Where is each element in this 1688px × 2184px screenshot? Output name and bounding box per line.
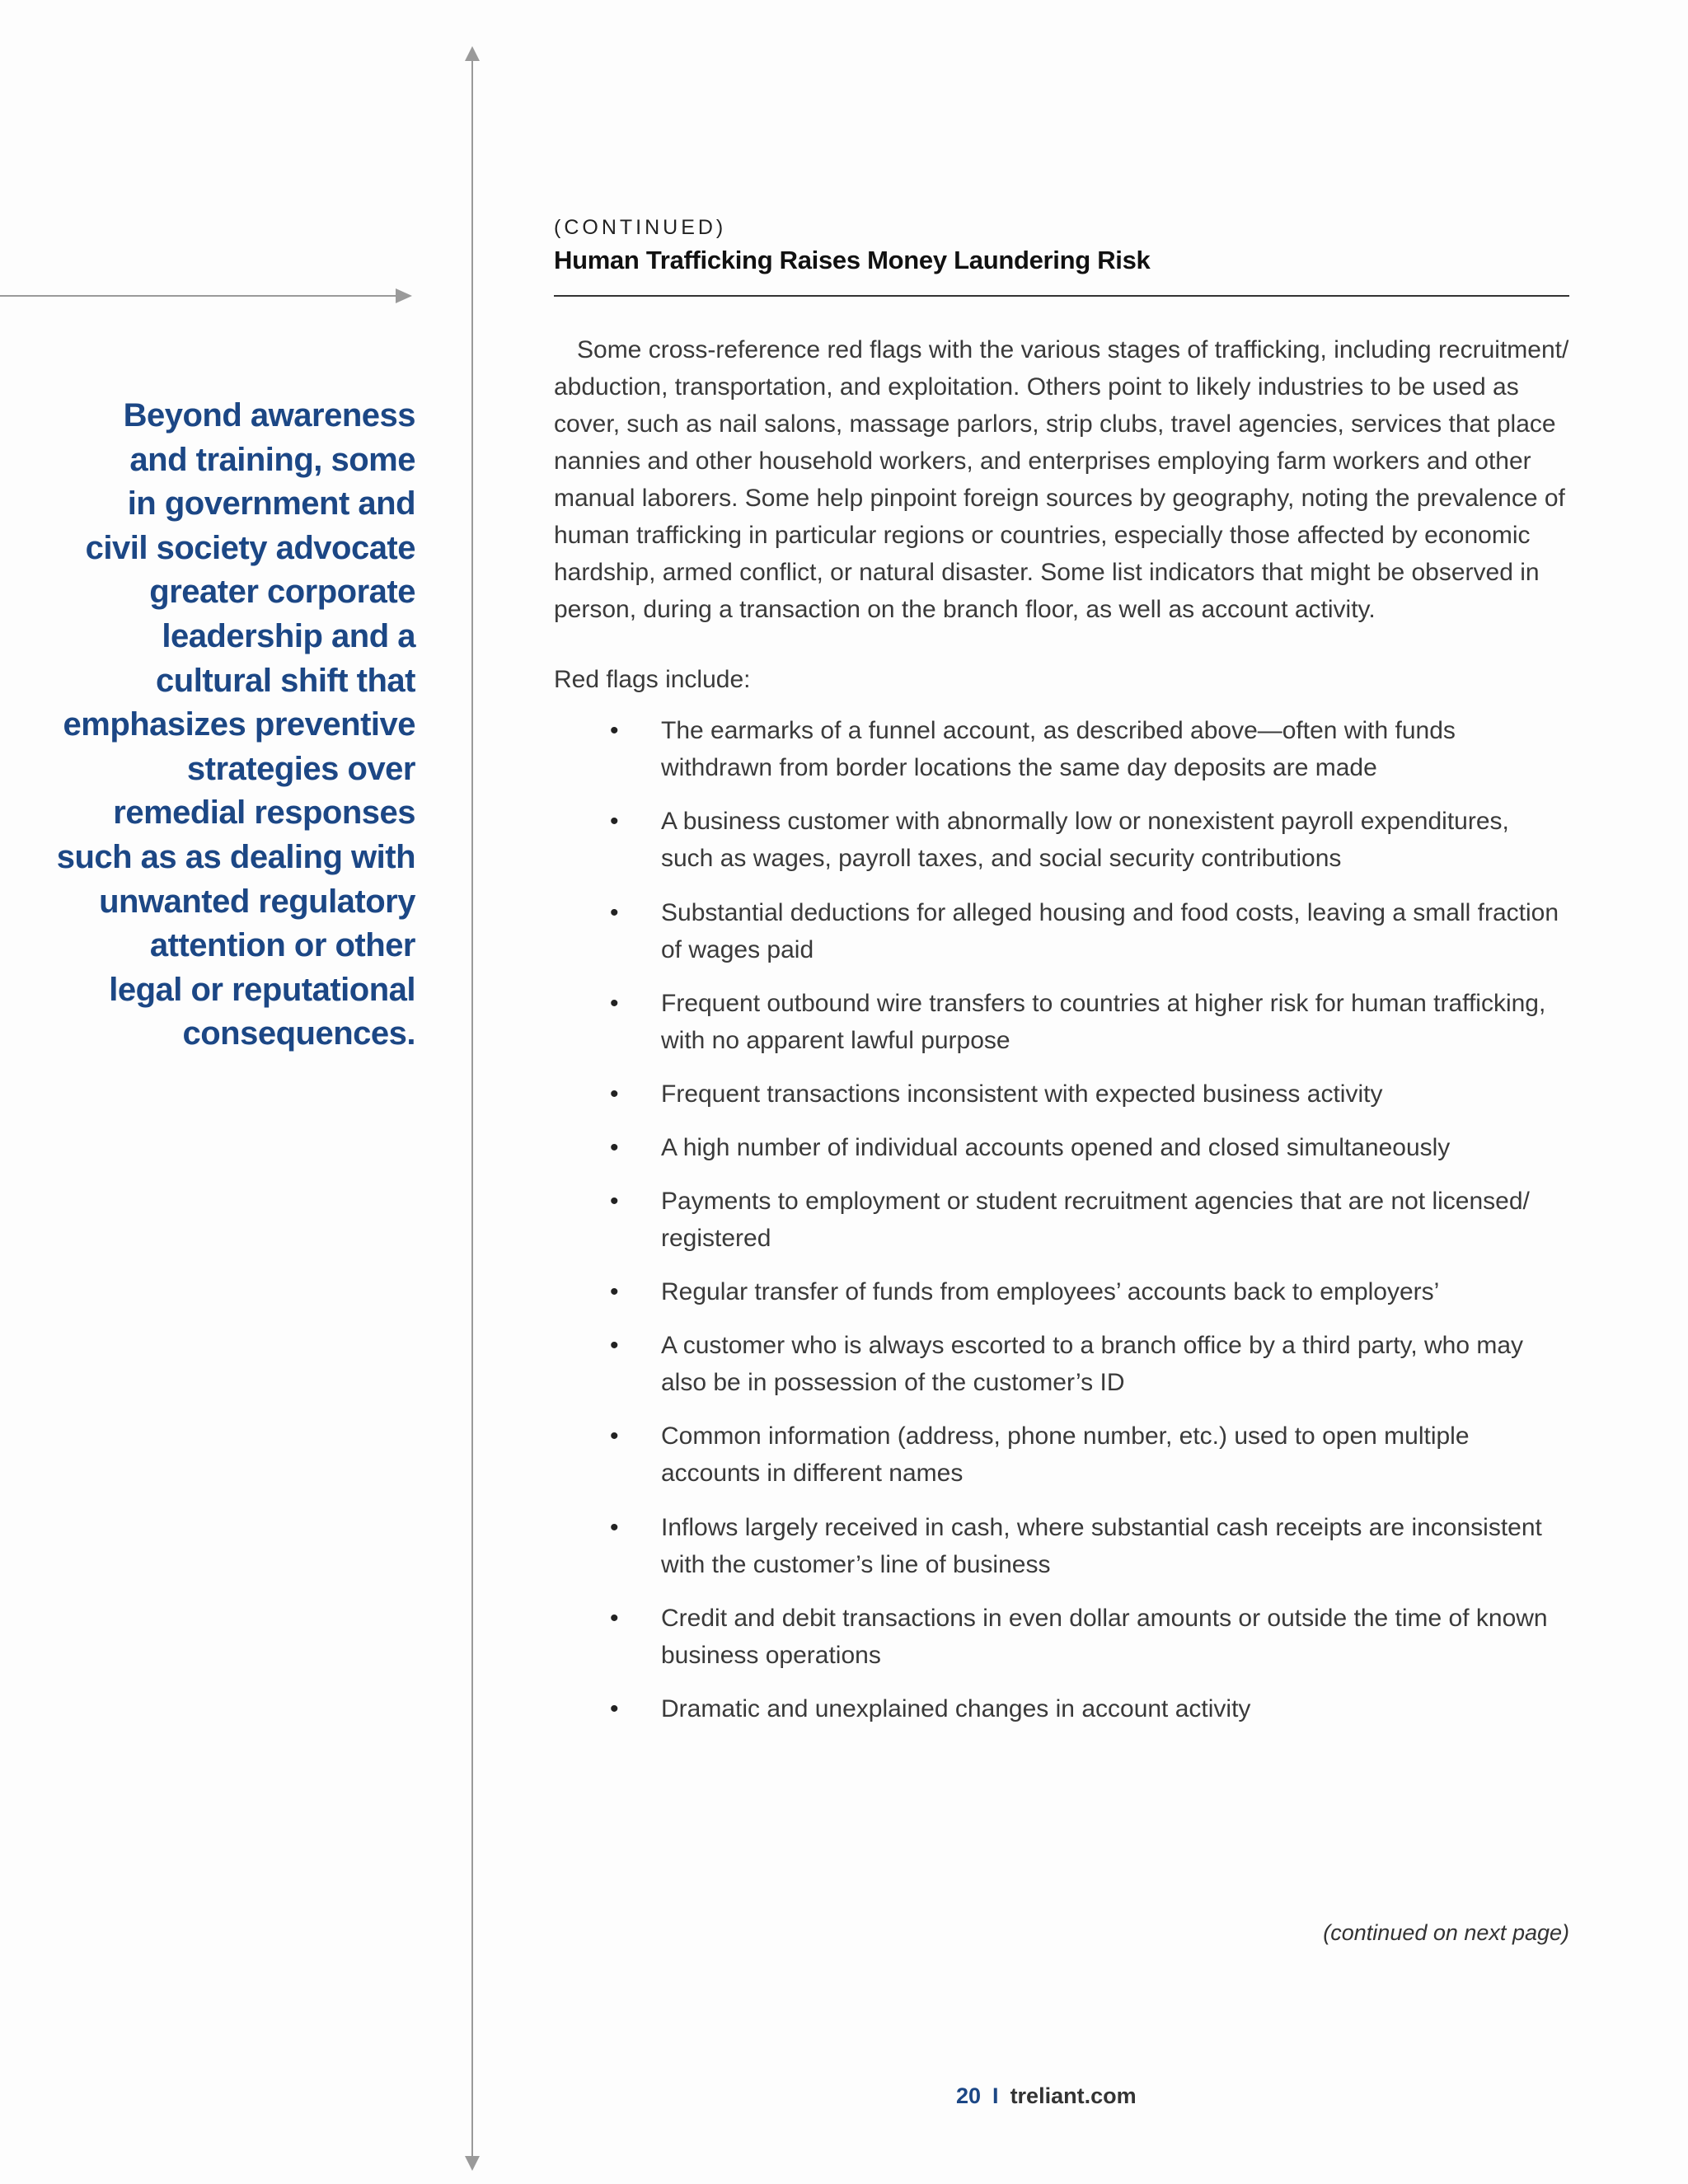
pull-quote-line: attention or other — [149, 927, 415, 964]
bullet-icon: • — [610, 1605, 619, 1632]
pull-quote-line: legal or reputational — [109, 971, 415, 1008]
pull-quote-line: such as as dealing with — [56, 838, 415, 875]
bullet-icon: • — [610, 1695, 619, 1722]
list-item-text: Regular transfer of funds from employees’ accounts back to employers’ — [661, 1278, 1440, 1305]
pull-quote-line: strategies over — [186, 750, 415, 787]
continued-label: (CONTINUED) — [554, 216, 727, 239]
arrow-up-icon — [465, 46, 480, 61]
footer-separator: I — [992, 2083, 999, 2108]
footer-site-link[interactable]: treliant.com — [1010, 2083, 1137, 2108]
pull-quote-line: unwanted regulatory — [99, 883, 415, 920]
list-item-text: Credit and debit transactions in even dollar amounts or outside the time of known business operations — [661, 1605, 1548, 1669]
pull-quote-line: emphasizes preventive — [63, 706, 415, 743]
pull-quote-line: and training, some — [129, 441, 415, 478]
pull-quote-line: consequences. — [182, 1015, 415, 1052]
pull-quote-line: Beyond awareness — [123, 397, 415, 434]
list-item-text: Payments to employment or student recruitment agencies that are not licensed/ registered — [661, 1188, 1530, 1252]
bullet-icon: • — [610, 1188, 619, 1215]
bullet-icon: • — [610, 1514, 619, 1541]
pull-quote-line: civil society advocate — [85, 529, 415, 566]
bullet-icon: • — [610, 899, 619, 926]
red-flags-intro: Red flags include: — [554, 666, 751, 693]
pull-quote-line: greater corporate — [149, 574, 415, 611]
list-item-text: Frequent transactions inconsistent with expected business activity — [661, 1080, 1383, 1108]
pull-quote-line: in government and — [127, 485, 415, 523]
page-number: 20 — [956, 2083, 982, 2108]
title-rule — [554, 295, 1569, 297]
bullet-icon: • — [610, 1278, 619, 1305]
list-item-text: Common information (address, phone number, etc.) used to open multiple accounts in different names — [661, 1422, 1470, 1487]
horizontal-divider — [0, 295, 397, 297]
bullet-icon: • — [610, 717, 619, 744]
pull-quote-line: cultural shift that — [156, 662, 415, 699]
pull-quote — [49, 394, 415, 1057]
bullet-icon: • — [610, 990, 619, 1017]
list-item-text: The earmarks of a funnel account, as described above—often with funds withdrawn from border locations the same day deposits are made — [661, 717, 1456, 781]
body-paragraph: Some cross-reference red flags with the various stages of trafficking, including recruitment/ abduction, transportation, and exploitation. Others point to likely industries to be used as cover, such as nail salons, massage parlors, strip clubs, travel agencies, services that place nannies and other household workers, and enterprises employing farm workers and other manual laborers. Some help pinpoint foreign sources by geography, noting the prevalence of human trafficking in particular regions or countries, especially those affected by economic hardship, armed conflict, or natural disaster. Some list indicators that might be observed in person, during a transaction on the branch floor, as well as account activity. — [554, 336, 1569, 623]
bullet-icon: • — [610, 1080, 619, 1108]
page-footer — [956, 2083, 1137, 2109]
arrow-down-icon — [465, 2156, 480, 2171]
bullet-icon: • — [610, 808, 619, 835]
list-item-text: A customer who is always escorted to a branch office by a third party, who may also be in possession of the customer’s ID — [661, 1332, 1524, 1396]
pull-quote-line: remedial responses — [113, 794, 415, 832]
list-item-text: Substantial deductions for alleged housing and food costs, leaving a small fraction of wages paid — [661, 899, 1559, 963]
list-item-text: Frequent outbound wire transfers to countries at higher risk for human trafficking, with no apparent lawful purpose — [661, 990, 1546, 1054]
continued-next-note: (continued on next page) — [1323, 1920, 1569, 1945]
list-item-text: A high number of individual accounts opened and closed simultaneously — [661, 1134, 1451, 1161]
arrow-right-icon — [396, 288, 412, 303]
vertical-divider — [471, 51, 473, 2166]
list-item-text: A business customer with abnormally low or nonexistent payroll expenditures, such as wages, payroll taxes, and social security contributions — [661, 808, 1509, 872]
list-item-text: Inflows largely received in cash, where substantial cash receipts are inconsistent with the customer’s line of business — [661, 1514, 1542, 1578]
list-item-text: Dramatic and unexplained changes in account activity — [661, 1695, 1251, 1722]
bullet-icon: • — [610, 1422, 619, 1450]
bullet-icon: • — [610, 1332, 619, 1359]
section-title: Human Trafficking Raises Money Laundering Risk — [554, 246, 1151, 274]
bullet-icon: • — [610, 1134, 619, 1161]
pull-quote-line: leadership and a — [162, 617, 415, 654]
